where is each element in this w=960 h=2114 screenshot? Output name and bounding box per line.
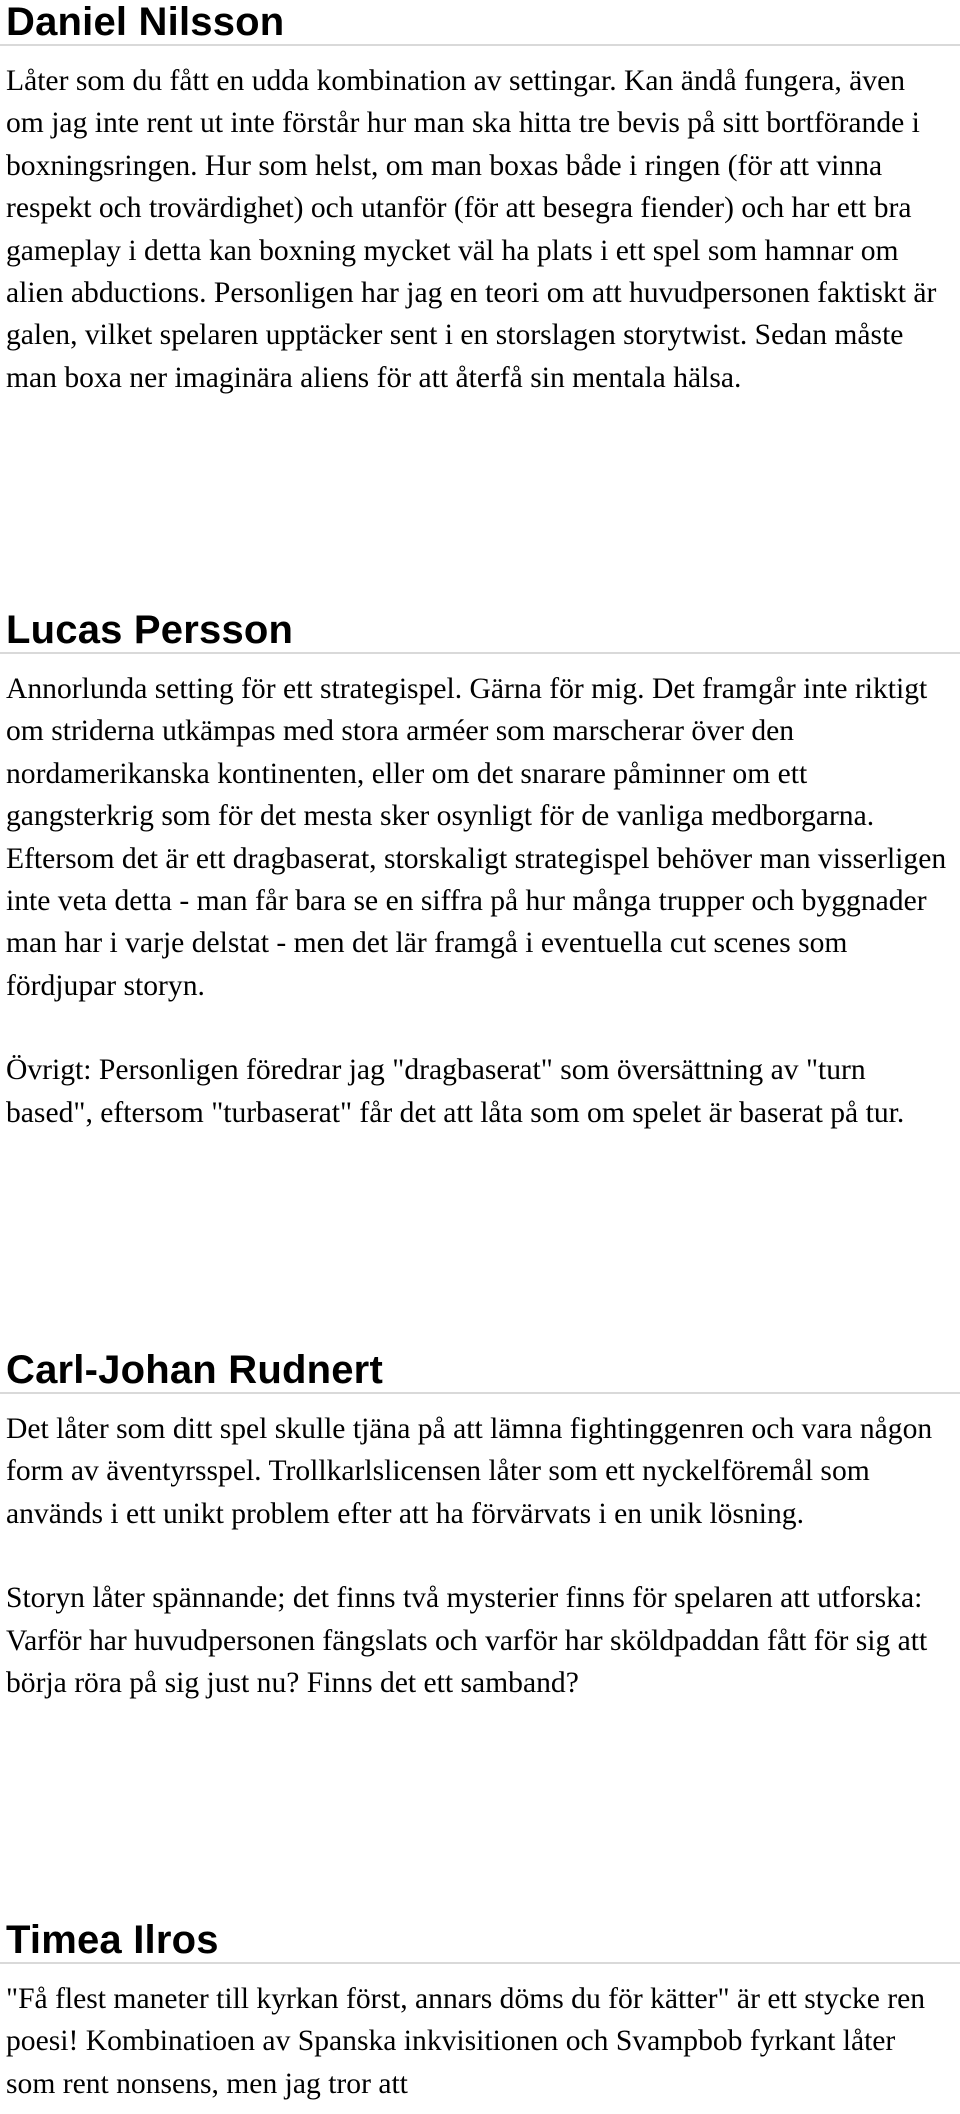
heading-divider <box>0 652 960 654</box>
comment-author-heading: Carl-Johan Rudnert <box>6 1348 383 1392</box>
comment-paragraph: Annorlunda setting för ett strategispel. Gärna för mig. Det framgår inte riktigt om striderna utkämpas med stora arméer som marscherar över den nordamerikanska kontinenten, eller om det snarare påminner om ett gangsterkrig som för det mesta sker osynligt för de vanliga medborgarna. Eftersom det är ett dragbaserat, storskaligt strategispel behöver man visserligen inte veta detta - man får bara se en siffra på hur många trupper och byggnader man har i varje delstat - men det lär framgå i eventuella cut scenes som fördjupar storyn. <box>6 673 947 1002</box>
heading-divider <box>0 44 960 46</box>
heading-divider <box>0 1962 960 1964</box>
comment-author-heading: Lucas Persson <box>6 608 294 652</box>
comment-author-heading: Daniel Nilsson <box>6 0 285 44</box>
comment-paragraph: Storyn låter spännande; det finns två mysterier finns för spelaren att utforska: Varför har huvudpersonen fängslats och varför har sköldpaddan fått för sig att börja röra på sig just nu? Finns det ett samband? <box>6 1582 928 1700</box>
comment-paragraph: "Få flest maneter till kyrkan först, annars döms du för kätter" är ett stycke ren poesi! Kombinatioen av Spanska inkvisitionen och Svampbob fyrkant låter som rent nonsens, men jag tror att <box>6 1983 926 2100</box>
comment-author-heading: Timea Ilros <box>6 1918 219 1962</box>
comment-paragraph: Låter som du fått en udda kombination av settingar. Kan ändå fungera, även om jag inte rent ut inte förstår hur man ska hitta tre bevis på sitt bortförande i boxningsringen. Hur som helst, om man boxas både i ringen (för att vinna respekt och trovärdighet) och utanför (för att besegra fiender) och har ett bra gameplay i detta kan boxning mycket väl ha plats i ett spel som hamnar om alien abductions. Personligen har jag en teori om att huvudpersonen faktiskt är galen, vilket spelaren upptäcker sent i en storslagen storytwist. Sedan måste man boxa ner imaginära aliens för att återfå sin mentala hälsa. <box>6 65 937 394</box>
comment-paragraph: Det låter som ditt spel skulle tjäna på att lämna fightinggenren och vara någon form av äventyrsspel. Trollkarlslicensen låter som ett nyckelföremål som används i ett unikt problem efter att ha förvärvats i en unik lösning. <box>6 1413 933 1530</box>
comment-timea-ilros <box>0 1918 960 2105</box>
heading-divider <box>0 1392 960 1394</box>
comment-lucas-persson <box>0 608 960 1134</box>
comment-carl-johan-rudnert <box>0 1348 960 1704</box>
comment-daniel-nilsson <box>0 0 960 399</box>
comment-paragraph: Övrigt: Personligen föredrar jag "dragbaserat" som översättning av "turn based", eftersom "turbaserat" får det att låta som om spelet är baserat på tur. <box>6 1054 905 1129</box>
